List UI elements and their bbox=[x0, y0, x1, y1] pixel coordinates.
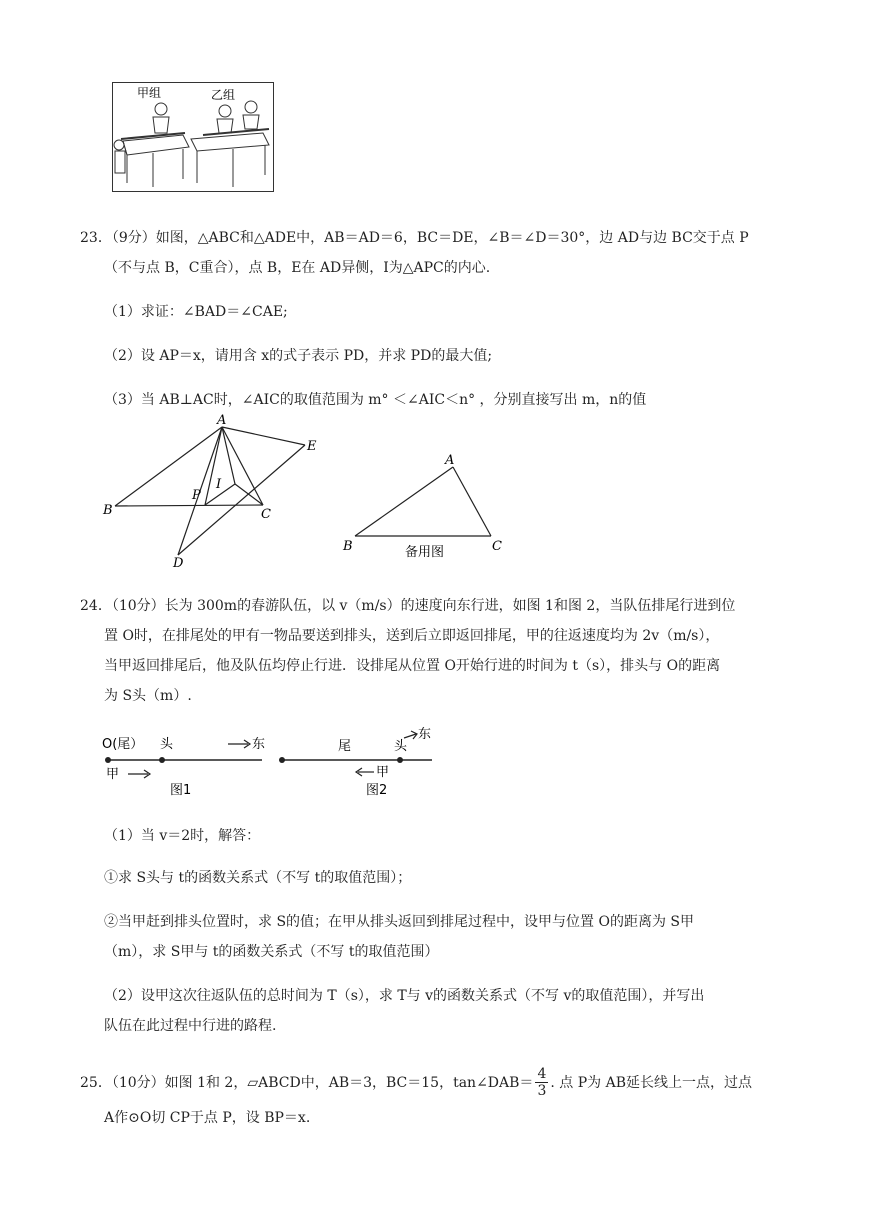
q25-line1 bbox=[80, 1066, 752, 1099]
fig2-label-B: B bbox=[343, 539, 353, 554]
q24-line4: 为 S头（m）. bbox=[104, 688, 192, 704]
q24-fig2-east: 东 bbox=[418, 727, 432, 742]
q24-sub1: （1）当 v＝2时，解答： bbox=[104, 828, 261, 844]
fig2-label-A: A bbox=[445, 453, 455, 468]
q24-sub1a: ①求 S头与 t的函数关系式（不写 t的取值范围）； bbox=[104, 870, 412, 886]
fig2-label-C: C bbox=[492, 539, 502, 554]
q24-fig2-tail: 尾 bbox=[338, 739, 352, 754]
fig1-label-E: E bbox=[307, 439, 317, 454]
q23-sub2: （2）设 AP＝x，请用含 x的式子表示 PD，并求 PD的最大值; bbox=[104, 348, 493, 364]
fig1-label-P: P bbox=[192, 488, 201, 503]
fig1-label-B: B bbox=[103, 503, 113, 518]
q24-figure2 bbox=[276, 724, 446, 800]
q25-line1-start: 25．（10分）如图 1和 2，▱ABCD中，AB＝3，BC＝15，tan∠DAB＝ bbox=[80, 1074, 534, 1091]
pingpong-drawing bbox=[113, 83, 273, 191]
q25-frac-den: 3 bbox=[537, 1083, 547, 1099]
q24-sub1b-line2: （m），求 S甲与 t的函数关系式（不写 t的取值范围） bbox=[104, 944, 439, 960]
q25-fraction bbox=[535, 1066, 548, 1099]
q23-sub3: （3）当 AB⊥AC时，∠AIC的取值范围为 m° ＜∠AIC＜n° ，分别直接写出 m，n的值 bbox=[104, 392, 647, 408]
q24-sub2-line2: 队伍在此过程中行进的路程. bbox=[104, 1018, 277, 1034]
q23-figure2 bbox=[335, 450, 515, 562]
q24-fig1-caption: 图1 bbox=[170, 783, 192, 798]
q24-sub2-line1: （2）设甲这次往返队伍的总时间为 T（s），求 T与 v的函数关系式（不写 v的取值范围），并写出 bbox=[104, 988, 705, 1004]
q24-fig1-east: 东 bbox=[252, 737, 266, 752]
q23-line2: （不与点 B，C重合），点 B，E在 AD异侧，I为△APC的内心. bbox=[104, 260, 491, 276]
q24-sub1b-line1: ②当甲赶到排头位置时，求 S的值；在甲从排头返回到排尾过程中，设甲与位置 O的距离为 S甲 bbox=[104, 914, 695, 930]
q24-fig2-jia: 甲 bbox=[376, 765, 390, 780]
q24-line3: 当甲返回排尾后，他及队伍均停止行进．设排尾从位置 O开始行进的时间为 t（s），排头与 O的距离 bbox=[104, 658, 721, 674]
q24-fig1-head: 头 bbox=[160, 737, 174, 752]
q23-sub1: （1）求证：∠BAD＝∠CAE; bbox=[104, 304, 288, 320]
q24-line1: 24．（10分）长为 300m的春游队伍，以 v（m/s）的速度向东行进，如图 1和图 2，当队伍排尾行进到位 bbox=[80, 598, 736, 614]
q23-figure1 bbox=[95, 412, 335, 572]
q25-line1-end: . 点 P为 AB延长线上一点，过点 bbox=[550, 1074, 752, 1091]
q24-fig2-caption: 图2 bbox=[366, 783, 388, 798]
q24-fig2-head: 头 bbox=[394, 739, 408, 754]
q24-fig1-jia: 甲 bbox=[106, 767, 120, 782]
q24-fig1-o-tail: O(尾） bbox=[102, 737, 144, 752]
group-b-label: 乙组 bbox=[211, 88, 236, 102]
fig1-label-D: D bbox=[173, 556, 184, 571]
group-a-label: 甲组 bbox=[137, 86, 162, 100]
fig1-label-C: C bbox=[261, 507, 271, 522]
fig1-label-A: A bbox=[217, 413, 227, 428]
pingpong-illustration bbox=[112, 82, 274, 192]
q25-frac-num: 4 bbox=[537, 1066, 547, 1082]
q24-line2: 置 O时，在排尾处的甲有一物品要送到排头，送到后立即返回排尾，甲的往返速度均为 2v（m/s）， bbox=[104, 628, 720, 644]
fig2-caption: 备用图 bbox=[405, 545, 445, 560]
fig1-label-I: I bbox=[216, 477, 222, 492]
q25-line2: A作⊙O切 CP于点 P，设 BP＝x. bbox=[104, 1110, 311, 1126]
q24-figure1 bbox=[100, 728, 270, 800]
q23-line1: 23．（9分）如图，△ABC和△ADE中，AB＝AD＝6，BC＝DE，∠B＝∠D＝30°，边 AD与边 BC交于点 P bbox=[80, 230, 749, 246]
